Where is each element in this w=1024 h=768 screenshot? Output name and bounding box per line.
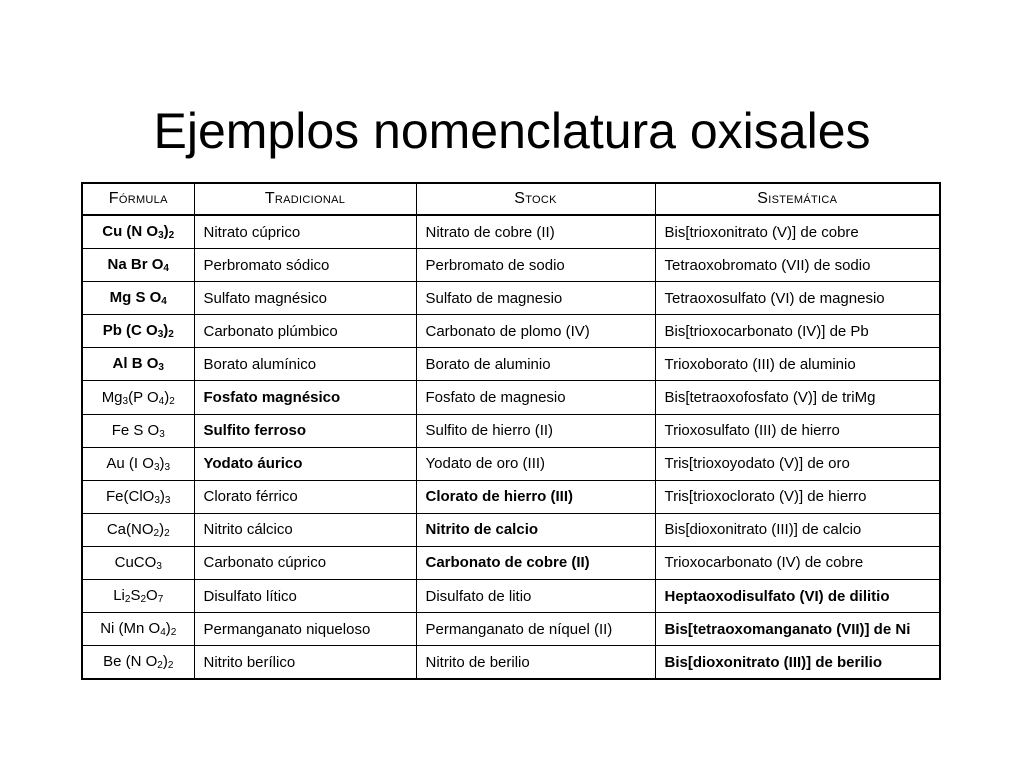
sistematica-cell: Bis[tetraoxofosfato (V)] de triMg [655, 381, 940, 414]
sistematica-cell: Tetraoxobromato (VII) de sodio [655, 249, 940, 282]
formula-cell: Mg S $O_4$ [82, 282, 194, 315]
table-row [82, 249, 940, 282]
header-tradicional: Tradicional [194, 183, 416, 215]
formula-cell: Na Br $O_4$ [82, 249, 194, 282]
tradicional-cell: Nitrito berílico [194, 646, 416, 680]
table-row [82, 546, 940, 579]
stock-cell: Nitrato de cobre (II) [416, 215, 655, 249]
stock-cell: Fosfato de magnesio [416, 381, 655, 414]
stock-cell: Clorato de hierro (III) [416, 480, 655, 513]
header-stock: Stock [416, 183, 655, 215]
formula-cell: $Fe(ClO_3)_3$ [82, 480, 194, 513]
sistematica-cell: Trioxosulfato (III) de hierro [655, 414, 940, 447]
table-row [82, 480, 940, 513]
sistematica-cell: Bis[dioxonitrato (III)] de calcio [655, 513, 940, 546]
stock-cell: Yodato de oro (III) [416, 447, 655, 480]
tradicional-cell: Fosfato magnésico [194, 381, 416, 414]
header-formula: Fórmula [82, 183, 194, 215]
tradicional-cell: Carbonato plúmbico [194, 315, 416, 348]
formula-cell: Be (N $O_2)_2$ [82, 646, 194, 680]
table-row [82, 580, 940, 613]
tradicional-cell: Sulfato magnésico [194, 282, 416, 315]
stock-cell: Disulfato de litio [416, 580, 655, 613]
sistematica-cell: Trioxoborato (III) de aluminio [655, 348, 940, 381]
formula-cell: $Mg_3(P$ $O_4)_2$ [82, 381, 194, 414]
table-row [82, 646, 940, 680]
sistematica-cell: Tetraoxosulfato (VI) de magnesio [655, 282, 940, 315]
formula-cell: Ni (Mn $O_4)_2$ [82, 613, 194, 646]
tradicional-cell: Nitrito cálcico [194, 513, 416, 546]
tradicional-cell: Clorato férrico [194, 480, 416, 513]
stock-cell: Nitrito de berilio [416, 646, 655, 680]
sistematica-cell: Bis[trioxocarbonato (IV)] de Pb [655, 315, 940, 348]
table-row [82, 282, 940, 315]
tradicional-cell: Nitrato cúprico [194, 215, 416, 249]
sistematica-cell: Tris[trioxoclorato (V)] de hierro [655, 480, 940, 513]
table-row [82, 381, 940, 414]
tradicional-cell: Permanganato niqueloso [194, 613, 416, 646]
sistematica-cell: Bis[trioxonitrato (V)] de cobre [655, 215, 940, 249]
stock-cell: Sulfato de magnesio [416, 282, 655, 315]
table-row [82, 215, 940, 249]
stock-cell: Sulfito de hierro (II) [416, 414, 655, 447]
formula-cell: Cu (N $O_3)_2$ [82, 215, 194, 249]
tradicional-cell: Carbonato cúprico [194, 546, 416, 579]
stock-cell: Perbromato de sodio [416, 249, 655, 282]
sistematica-cell: Bis[dioxonitrato (III)] de berilio [655, 646, 940, 680]
sistematica-cell: Heptaoxodisulfato (VI) de dilitio [655, 580, 940, 613]
slide-title: Ejemplos nomenclatura oxisales [153, 102, 871, 159]
tradicional-cell: Borato alumínico [194, 348, 416, 381]
table-row [82, 613, 940, 646]
table-row [82, 513, 940, 546]
stock-cell: Permanganato de níquel (II) [416, 613, 655, 646]
stock-cell: Nitrito de calcio [416, 513, 655, 546]
formula-cell: Fe S $O_3$ [82, 414, 194, 447]
formula-cell: Pb (C $O_3)_2$ [82, 315, 194, 348]
table-row [82, 414, 940, 447]
table-row [82, 348, 940, 381]
sistematica-cell: Trioxocarbonato (IV) de cobre [655, 546, 940, 579]
table-row [82, 315, 940, 348]
formula-cell: $Li_2S_2O_7$ [82, 580, 194, 613]
formula-cell: Al B $O_3$ [82, 348, 194, 381]
stock-cell: Borato de aluminio [416, 348, 655, 381]
sistematica-cell: Bis[tetraoxomanganato (VII)] de Ni [655, 613, 940, 646]
table-row [82, 447, 940, 480]
formula-cell: Au (I $O_3)_3$ [82, 447, 194, 480]
stock-cell: Carbonato de cobre (II) [416, 546, 655, 579]
tradicional-cell: Yodato áurico [194, 447, 416, 480]
table-body [82, 215, 940, 679]
tradicional-cell: Disulfato lítico [194, 580, 416, 613]
table-header-row [82, 183, 940, 215]
tradicional-cell: Perbromato sódico [194, 249, 416, 282]
formula-cell: CuCO$_3$ [82, 546, 194, 579]
header-sistematica: Sistemática [655, 183, 940, 215]
formula-cell: $Ca(NO_2)_2$ [82, 513, 194, 546]
sistematica-cell: Tris[trioxoyodato (V)] de oro [655, 447, 940, 480]
tradicional-cell: Sulfito ferroso [194, 414, 416, 447]
stock-cell: Carbonato de plomo (IV) [416, 315, 655, 348]
nomenclature-table [81, 182, 941, 680]
